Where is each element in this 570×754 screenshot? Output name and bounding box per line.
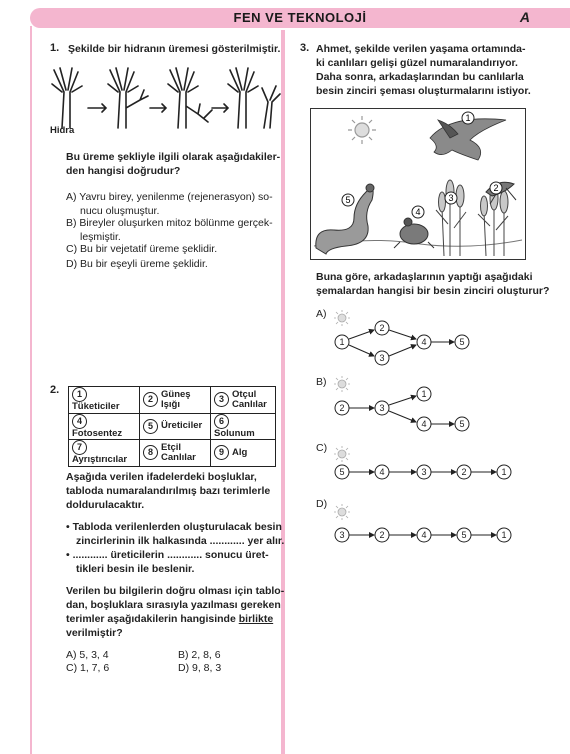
scene-number-2: 2 xyxy=(493,183,499,193)
option-d-node: 4 xyxy=(421,530,427,540)
subject-title: FEN VE TEKNOLOJİ xyxy=(233,10,367,25)
q3-stem-line-3: Daha sonra, arkadaşlarından bu canlılarla xyxy=(316,71,524,83)
terms-row xyxy=(69,413,276,440)
term-label: Canlılar xyxy=(232,398,267,410)
option-a-node: 4 xyxy=(421,337,427,347)
q3-option-b-label[interactable]: B) xyxy=(316,376,327,388)
q1-question-line-1: Bu üreme şekliyle ilgili olarak aşağıdakiler- xyxy=(66,151,281,163)
option-c-node: 1 xyxy=(501,467,507,477)
page-header xyxy=(30,8,570,28)
hydra-budding-illustration xyxy=(48,62,284,138)
option-b-chain xyxy=(335,387,469,431)
sun-icon xyxy=(334,504,350,520)
term-label: Üreticiler xyxy=(161,420,203,432)
q1-option-b-line-1[interactable]: B) Bireyler oluşurken mitoz bölünme gerçek- xyxy=(66,217,273,229)
scene-number-1: 1 xyxy=(465,113,471,123)
q2-question-line-3 xyxy=(66,612,273,626)
term-label: Güneş xyxy=(161,388,191,400)
q1-option-a-line-1[interactable]: A) Yavru birey, yenilenme (rejenerasyon) so- xyxy=(66,191,273,203)
q2-question-emphasis: birlikte xyxy=(238,613,274,625)
term-number: 7 xyxy=(72,440,87,455)
q3-option-a-label[interactable]: A) xyxy=(316,308,327,320)
term-cell xyxy=(140,387,211,414)
q2-intro-line-2: tabloda numaralandırılmış bazı terimlerle xyxy=(66,485,271,497)
scene-number-3: 3 xyxy=(448,193,454,203)
terms-row xyxy=(69,440,276,467)
sun-icon xyxy=(334,446,350,462)
q2-bullet-1-line-1: • Tabloda verilenlerden oluşturulacak besin xyxy=(66,521,282,533)
q2-bullet-2-line-1: • ............ üreticilerin ............ sonucu üret- xyxy=(66,549,269,561)
option-c-node: 3 xyxy=(421,467,427,477)
q2-bullet-2-line-2: tikleri besin ile beslenir. xyxy=(76,563,195,575)
term-cell xyxy=(140,413,211,440)
q2-intro-line-1: Aşağıda verilen ifadelerdeki boşluklar, xyxy=(66,471,257,483)
term-label: Solunum xyxy=(214,427,255,439)
option-b-node: 3 xyxy=(379,403,385,413)
option-a-chain xyxy=(335,321,469,365)
q3-stem-line-1: Ahmet, şekilde verilen yaşama ortamında- xyxy=(316,43,526,55)
hydra-label: Hidra xyxy=(50,125,75,136)
term-number: 1 xyxy=(72,387,87,402)
option-a-node: 2 xyxy=(379,323,385,333)
term-cell xyxy=(69,413,140,440)
q3-stem-line-4: besin zinciri şeması oluşturmalarını istiyor. xyxy=(316,85,531,97)
q3-option-c-label[interactable]: C) xyxy=(316,442,328,454)
q1-option-b-line-2[interactable]: leşmiştir. xyxy=(80,231,121,243)
term-label: Canlılar xyxy=(161,451,196,463)
option-a-node: 1 xyxy=(339,337,345,347)
term-cell xyxy=(211,413,276,440)
term-label: Ayrıştırıcılar xyxy=(72,454,128,466)
q3-question-line-2: şemalardan hangisi bir besin zinciri oluşturur? xyxy=(316,285,550,297)
option-c-node: 2 xyxy=(461,467,467,477)
q2-option-c[interactable]: C) 1, 7, 6 xyxy=(66,662,110,674)
term-number: 6 xyxy=(214,414,229,429)
option-a-node: 5 xyxy=(459,337,465,347)
q2-option-d[interactable]: D) 9, 8, 3 xyxy=(178,662,222,674)
q1-number: 1. xyxy=(50,42,60,54)
q2-question-line-2: dan, boşluklara sırasıyla yazılması gereken xyxy=(66,599,281,611)
term-number: 2 xyxy=(143,392,158,407)
term-number: 9 xyxy=(214,445,229,460)
q2-option-b[interactable]: B) 2, 8, 6 xyxy=(178,649,221,661)
terms-row xyxy=(69,387,276,414)
option-b-node: 1 xyxy=(421,389,427,399)
left-margin-bar xyxy=(30,26,32,754)
q1-question-line-2: den hangisi doğrudur? xyxy=(66,165,181,177)
q2-bullet-1-line-2: zincirlerinin ilk halkasında ............ yer alır. xyxy=(76,535,285,547)
term-label: Otçul xyxy=(232,388,257,400)
term-number: 5 xyxy=(143,419,158,434)
q1-stem: Şekilde bir hidranın üremesi gösterilmiştir. xyxy=(68,43,281,55)
q2-question-line-4: verilmiştir? xyxy=(66,627,123,639)
q3-question-line-1: Buna göre, arkadaşlarının yaptığı aşağıdaki xyxy=(316,271,533,283)
option-d-node: 1 xyxy=(501,530,507,540)
term-label: Fotosentez xyxy=(72,427,123,439)
sun-icon xyxy=(334,376,350,392)
q1-option-a-line-2[interactable]: nucu oluşmuştur. xyxy=(80,205,160,217)
q2-number: 2. xyxy=(50,384,60,396)
term-cell xyxy=(140,440,211,467)
q3-stem-line-2: ki canlıları gelişi güzel numaralandırıyor. xyxy=(316,57,518,69)
q2-intro-line-3: doldurulacaktır. xyxy=(66,499,145,511)
option-c-node: 4 xyxy=(379,467,385,477)
q3-number: 3. xyxy=(300,42,310,54)
option-d-node: 3 xyxy=(339,530,345,540)
q2-option-a[interactable]: A) 5, 3, 4 xyxy=(66,649,109,661)
column-divider xyxy=(281,30,285,754)
term-label: Tüketiciler xyxy=(72,401,120,412)
q2-question-text: terimler aşağıdakilerin hangisinde xyxy=(66,613,239,625)
q3-option-d-label[interactable]: D) xyxy=(316,498,328,510)
term-number: 8 xyxy=(143,445,158,460)
option-c-node: 5 xyxy=(339,467,345,477)
terms-table xyxy=(68,386,276,467)
option-d-node: 2 xyxy=(379,530,385,540)
option-b-node: 2 xyxy=(339,403,345,413)
habitat-scene xyxy=(310,108,526,260)
term-cell xyxy=(211,440,276,467)
term-number: 4 xyxy=(72,414,87,429)
term-label: Işığı xyxy=(161,398,181,410)
term-number: 3 xyxy=(214,392,229,407)
scene-number-4: 4 xyxy=(415,207,421,217)
q1-option-c[interactable]: C) Bu bir vejetatif üreme şeklidir. xyxy=(66,243,218,255)
scene-number-5: 5 xyxy=(345,195,351,205)
sun-icon xyxy=(334,310,350,326)
option-a-node: 3 xyxy=(379,353,385,363)
q1-option-d[interactable]: D) Bu bir eşeyli üreme şeklidir. xyxy=(66,258,208,270)
term-cell xyxy=(69,440,140,467)
option-b-node: 5 xyxy=(459,419,465,429)
q3-option-diagrams xyxy=(320,306,530,546)
booklet-letter: A xyxy=(519,9,530,25)
option-b-node: 4 xyxy=(421,419,427,429)
term-cell xyxy=(69,387,140,414)
option-d-node: 5 xyxy=(461,530,467,540)
term-label: Alg xyxy=(232,446,248,458)
q2-question-line-1: Verilen bu bilgilerin doğru olması için tablo- xyxy=(66,585,285,597)
term-label: Etçil xyxy=(161,441,182,453)
term-cell xyxy=(211,387,276,414)
